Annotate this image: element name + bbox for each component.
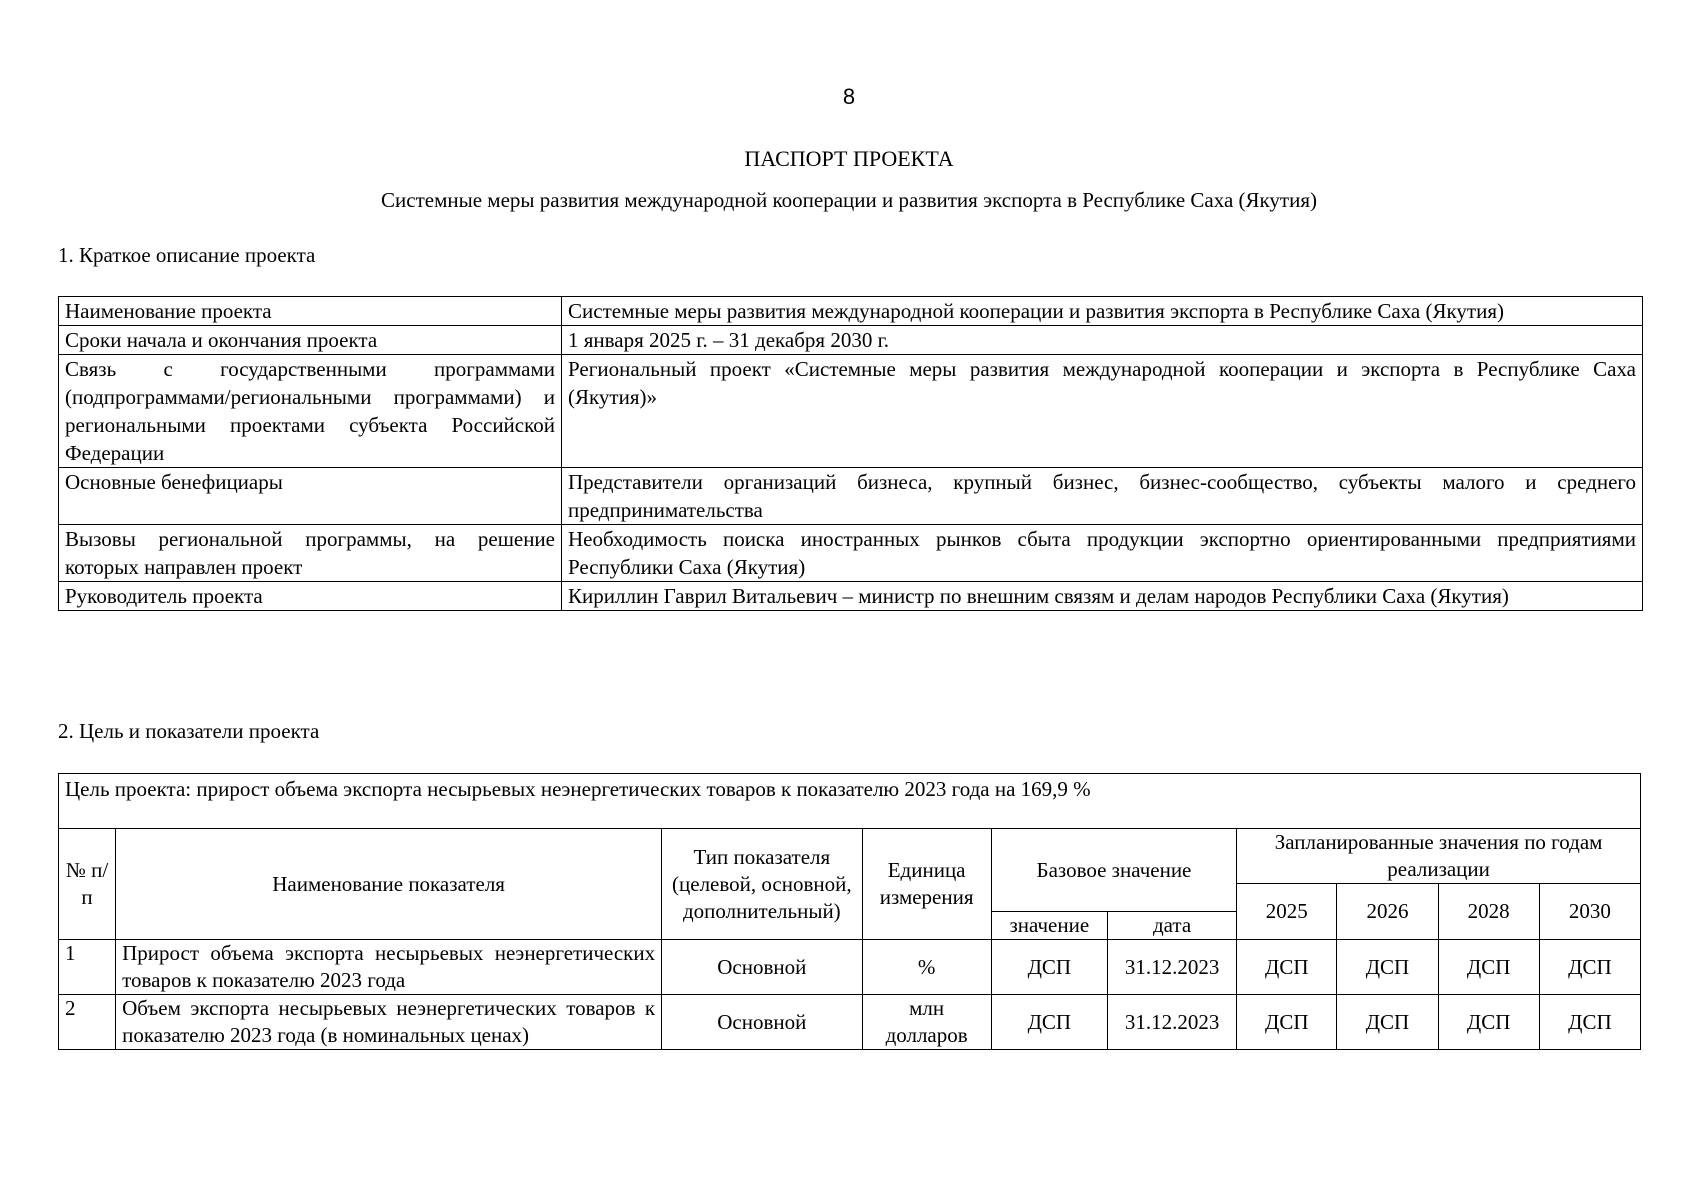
table-row — [59, 582, 1643, 611]
base-value: ДСП — [991, 995, 1107, 1050]
header-unit: Единица измерения — [862, 829, 991, 940]
header-year: 2028 — [1438, 884, 1539, 940]
table-row — [59, 995, 1641, 1050]
row-label: Связь с государственными программами (подпрограммами/региональными программами) и региональными проектами субъекта Российской Федерации — [59, 355, 562, 468]
base-date: 31.12.2023 — [1107, 995, 1236, 1050]
planned-value: ДСП — [1438, 995, 1539, 1050]
header-base-date: дата — [1107, 912, 1236, 940]
table-row — [59, 326, 1643, 355]
indicator-name: Объем экспорта несырьевых неэнергетических товаров к показателю 2023 года (в номинальных ценах) — [116, 995, 662, 1050]
row-value: Кириллин Гаврил Витальевич – министр по внешним связям и делам народов Республики Саха (Якутия) — [562, 582, 1643, 611]
header-planned: Запланированные значения по годам реализации — [1237, 829, 1641, 884]
row-num: 2 — [59, 995, 116, 1050]
section-2-heading: 2. Цель и показатели проекта — [58, 719, 320, 743]
table-row — [59, 355, 1643, 468]
document-subtitle: Системные меры развития международной кооперации и развития экспорта в Республике Саха (Якутия) — [381, 188, 1317, 212]
row-label: Основные бенефициары — [59, 468, 562, 525]
row-label: Вызовы региональной программы, на решение которых направлен проект — [59, 525, 562, 582]
table-row — [59, 468, 1643, 525]
table-row — [59, 525, 1643, 582]
planned-value: ДСП — [1539, 995, 1640, 1050]
header-base-value: значение — [991, 912, 1107, 940]
planned-value: ДСП — [1539, 940, 1640, 995]
row-value: Необходимость поиска иностранных рынков сбыта продукции экспортно ориентированными предприятиями Республики Саха (Якутия) — [562, 525, 1643, 582]
planned-value: ДСП — [1337, 940, 1438, 995]
header-type: Тип показателя (целевой, основной, дополнительный) — [662, 829, 862, 940]
row-value: Представители организаций бизнеса, крупный бизнес, бизнес-сообщество, субъекты малого и среднего предпринимательства — [562, 468, 1643, 525]
indicator-type: Основной — [662, 940, 862, 995]
project-description-table — [58, 296, 1643, 611]
planned-value: ДСП — [1237, 995, 1337, 1050]
indicator-unit: % — [862, 940, 991, 995]
table-row — [59, 940, 1641, 995]
row-label: Руководитель проекта — [59, 582, 562, 611]
header-year: 2025 — [1237, 884, 1337, 940]
indicator-type: Основной — [662, 995, 862, 1050]
header-row — [59, 829, 1641, 884]
row-label: Наименование проекта — [59, 297, 562, 326]
indicator-unit: млн долларов — [862, 995, 991, 1050]
page-number: 8 — [842, 84, 856, 109]
row-value: Системные меры развития международной кооперации и развития экспорта в Республике Саха (Якутия) — [562, 297, 1643, 326]
header-year: 2026 — [1337, 884, 1438, 940]
table-row — [59, 297, 1643, 326]
header-num: № п/п — [59, 829, 116, 940]
row-num: 1 — [59, 940, 116, 995]
planned-value: ДСП — [1337, 995, 1438, 1050]
header-name: Наименование показателя — [116, 829, 662, 940]
indicator-name: Прирост объема экспорта несырьевых неэнергетических товаров к показателю 2023 года — [116, 940, 662, 995]
planned-value: ДСП — [1237, 940, 1337, 995]
row-value: 1 января 2025 г. – 31 декабря 2030 г. — [562, 326, 1643, 355]
row-value: Региональный проект «Системные меры развития международной кооперации и экспорта в Республике Саха (Якутия)» — [562, 355, 1643, 468]
section-1-heading: 1. Краткое описание проекта — [58, 243, 316, 267]
header-year: 2030 — [1539, 884, 1640, 940]
document-title: ПАСПОРТ ПРОЕКТА — [744, 146, 954, 171]
indicators-table — [58, 773, 1641, 1050]
row-label: Сроки начала и окончания проекта — [59, 326, 562, 355]
planned-value: ДСП — [1438, 940, 1539, 995]
base-date: 31.12.2023 — [1107, 940, 1236, 995]
project-goal: Цель проекта: прирост объема экспорта несырьевых неэнергетических товаров к показателю 2023 года на 169,9 % — [59, 774, 1641, 829]
goal-row — [59, 774, 1641, 829]
base-value: ДСП — [991, 940, 1107, 995]
header-base: Базовое значение — [991, 829, 1236, 912]
